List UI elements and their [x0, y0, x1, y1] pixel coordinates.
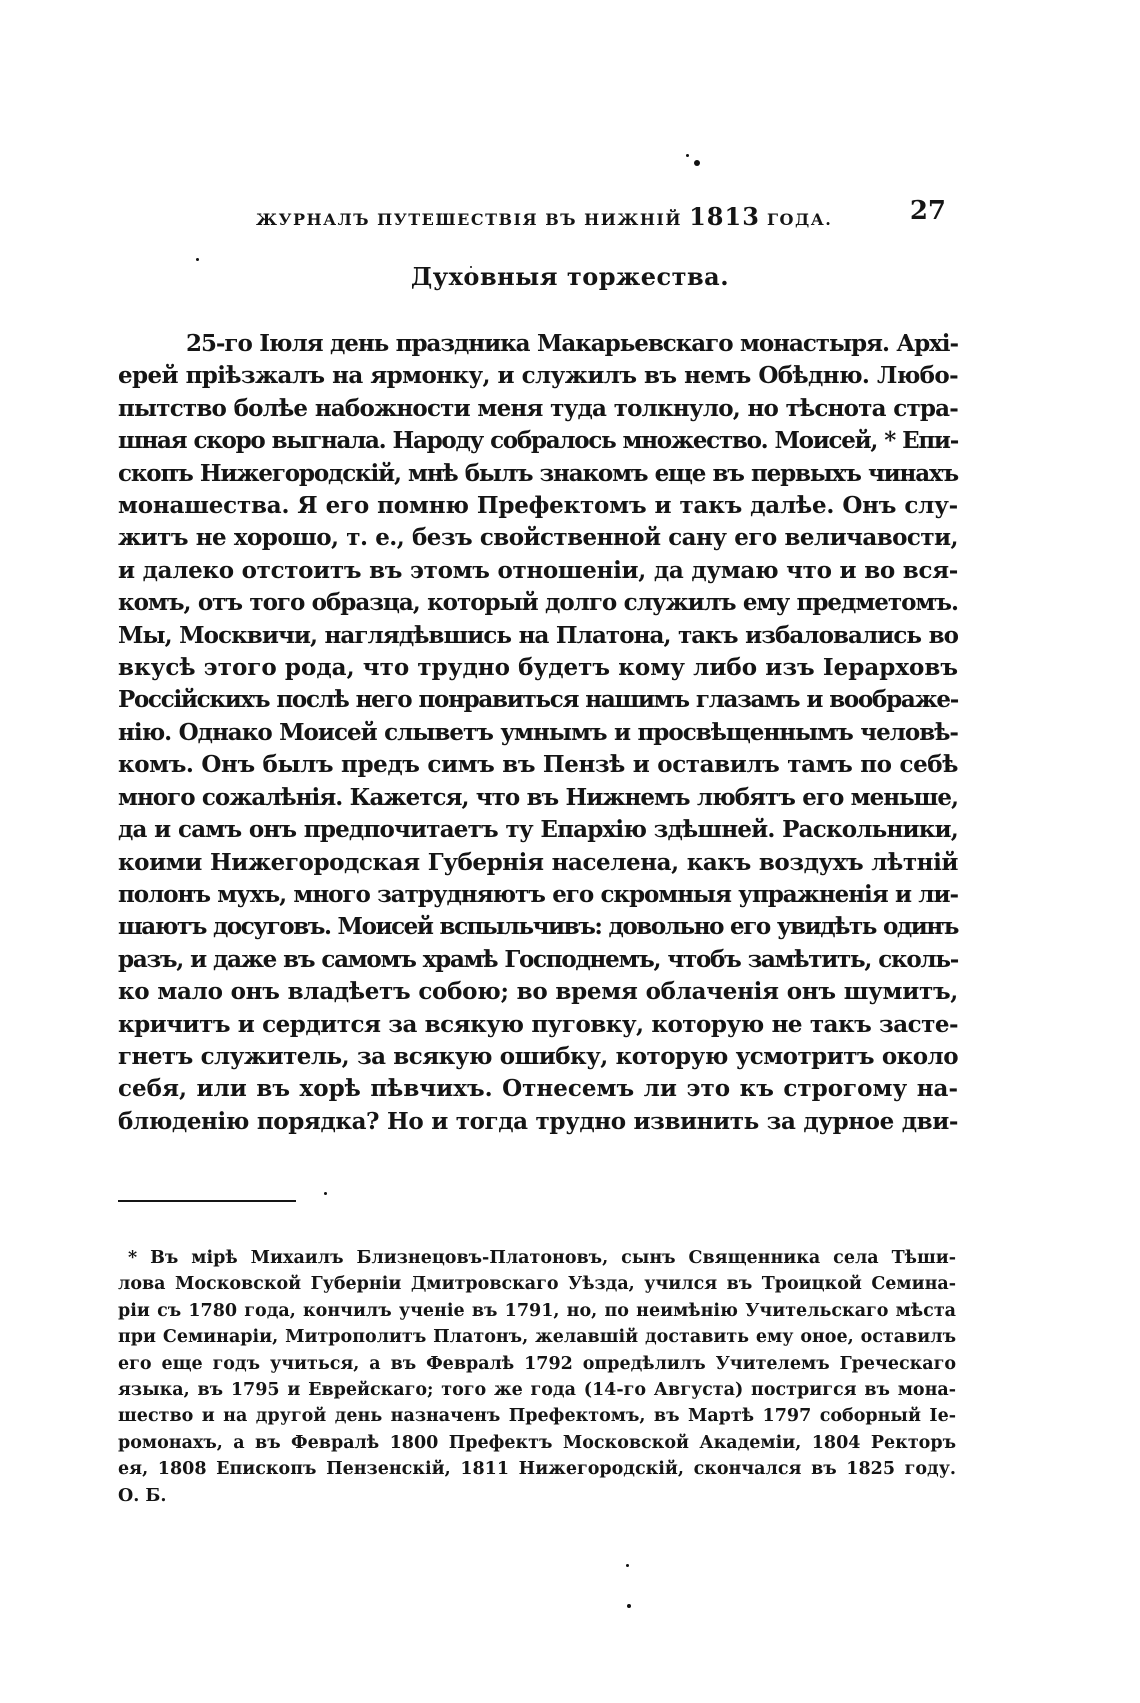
ink-speck — [324, 1192, 327, 1195]
text-line: скопъ Нижегородскій, мнѣ былъ знакомъ еще въ первыхъ чинахъ — [118, 459, 958, 487]
footnote-line: шество и на другой день назначенъ Префектомъ, въ Мартѣ 1797 соборный Іе- — [118, 1406, 956, 1427]
text-line: гнетъ служитель, за всякую ошибку, которую усмотритъ около — [118, 1042, 958, 1070]
text-line: житъ не хорошо, т. е., безъ свойственной сану его величавости, — [118, 524, 958, 552]
footnote-line: ромонахъ, а въ Февралѣ 1800 Префектъ Московской Академіи, 1804 Ректоръ — [118, 1432, 956, 1453]
text-line: комъ. Онъ былъ предъ симъ въ Пензѣ и оставилъ тамъ по себѣ — [118, 751, 958, 779]
text-line: себя, или въ хорѣ пѣвчихъ. Отнесемъ ли это къ строгому на- — [118, 1075, 958, 1103]
text-line: Мы, Москвичи, наглядѣвшись на Платона, такъ избаловались во — [118, 621, 958, 649]
footnote-line: * Въ мірѣ Михаилъ Близнецовъ-Платоновъ, сынъ Священника села Тѣши- — [128, 1248, 956, 1268]
text-line: нію. Однако Моисей слыветъ умнымъ и просвѣщеннымъ человѣ- — [118, 718, 958, 746]
page-number: 27 — [909, 196, 946, 226]
text-line: 25-го Іюля день праздника Макарьевскаго монастыря. Архі- — [186, 330, 958, 357]
footnote-line: при Семинаріи, Митрополитъ Платонъ, желавшій доставить ему оное, оставилъ — [118, 1327, 956, 1348]
text-line: и далеко отстоитъ въ этомъ отношеніи, да думаю что и во вся- — [118, 556, 958, 584]
running-title-prefix: ЖУРНАЛЪ ПУТЕШЕСТВІЯ ВЪ НИЖНІЙ — [256, 210, 690, 229]
ink-speck — [686, 154, 689, 157]
footnote-line: ріи съ 1780 года, кончилъ ученіе въ 1791, но, по неимѣнію Учительскаго мѣста — [118, 1300, 956, 1321]
footnote-line: языка, въ 1795 и Еврейскаго; того же года (14-го Августа) постригся въ мона- — [118, 1380, 956, 1401]
text-line: Россійскихъ послѣ него понравиться нашимъ глазамъ и воображе- — [118, 686, 958, 714]
text-line: шаютъ досуговъ. Моисей вспыльчивъ: довольно его увидѣть одинъ — [118, 913, 958, 941]
text-line: да и самъ онъ предпочитаетъ ту Епархію здѣшней. Раскольники, — [118, 816, 958, 844]
footnote — [118, 1245, 956, 1509]
text-line: шная скоро выгнала. Народу собралось множество. Моисей, * Епи- — [118, 427, 958, 455]
text-line: кричитъ и сердится за всякую пуговку, которую не такъ засте- — [118, 1010, 958, 1038]
running-title — [256, 202, 832, 231]
ink-speck — [196, 258, 199, 261]
running-title-year: 1813 — [689, 202, 760, 231]
ink-speck — [694, 160, 700, 166]
body-text — [118, 328, 958, 1138]
running-title-suffix: ГОДА. — [759, 210, 833, 229]
footnote-line: ея, 1808 Епископъ Пензенскій, 1811 Нижегородскій, скончался въ 1825 году. — [118, 1459, 956, 1480]
text-line: вкусѣ этого рода, что трудно будетъ кому либо изъ Іерарховъ — [118, 654, 958, 682]
text-line: комъ, отъ того образца, который долго служилъ ему предметомъ. — [118, 589, 958, 617]
text-line: полонъ мухъ, много затрудняютъ его скромныя упражненія и ли- — [118, 880, 958, 908]
text-line: пытство болѣе набожности меня туда толкнуло, но тѣснота стра- — [118, 394, 958, 422]
ink-speck — [626, 1564, 629, 1567]
text-line: коими Нижегородская Губернія населена, какъ воздухъ лѣтній — [118, 848, 958, 876]
text-line: блюденію порядка? Но и тогда трудно извинить за дурное дви- — [118, 1107, 958, 1135]
running-header — [116, 196, 956, 236]
footnote-signature: О. Б. — [118, 1485, 167, 1506]
footnote-separator — [118, 1200, 296, 1202]
text-line: ко мало онъ владѣетъ собою; во время облаченія онъ шумитъ, — [118, 978, 958, 1006]
section-title: Духовныя торжества. — [410, 262, 730, 291]
footnote-line: лова Московской Губерніи Дмитровскаго Уѣзда, учился въ Троицкой Семина- — [118, 1274, 956, 1295]
text-line: монашества. Я его помню Префектомъ и такъ далѣе. Онъ слу- — [118, 492, 958, 520]
ink-speck — [627, 1604, 631, 1608]
footnote-line: его еще годъ учиться, а въ Февралѣ 1792 опредѣлилъ Учителемъ Греческаго — [118, 1353, 956, 1374]
text-line: разъ, и даже въ самомъ храмѣ Господнемъ, чтобъ замѣтить, сколь- — [118, 945, 958, 973]
text-line: много сожалѣнія. Кажется, что въ Нижнемъ любятъ его меньше, — [118, 783, 958, 811]
text-line: ерей пріѣзжалъ на ярмонку, и служилъ въ немъ Обѣдню. Любо- — [118, 362, 958, 390]
